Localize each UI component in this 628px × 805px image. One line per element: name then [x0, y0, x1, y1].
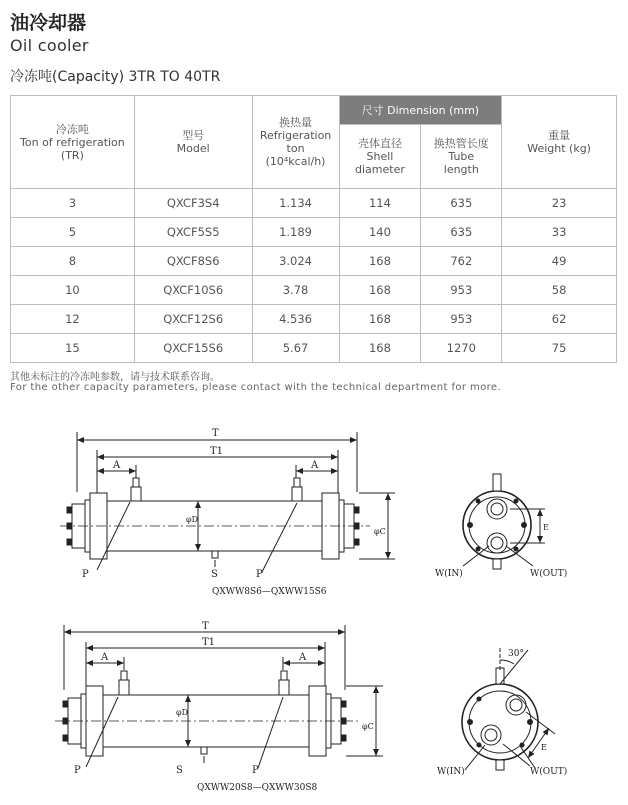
header-weight-cn: 重量: [548, 129, 571, 142]
header-shell: [339, 125, 421, 189]
cell-ton: 8: [11, 247, 135, 276]
label-wout-top: W(OUT): [530, 569, 568, 579]
header-weight: [502, 96, 617, 189]
label-a-bottom-left: A: [101, 652, 109, 663]
header-shell-en1: Shell: [366, 150, 394, 163]
table-row: [11, 218, 617, 247]
table-row: [11, 276, 617, 305]
label-a-top-right: A: [311, 460, 319, 471]
page-title-en: Oil cooler: [10, 36, 89, 55]
table-row: [11, 247, 617, 276]
cell-ton: 12: [11, 305, 135, 334]
cell-weight: 58: [502, 276, 617, 305]
cell-ton: 10: [11, 276, 135, 305]
cell-tube: 762: [421, 247, 502, 276]
header-model-cn: 型号: [182, 129, 205, 142]
header-heat-unit: (10⁴kcal/h): [265, 155, 326, 168]
label-e-top: E: [543, 523, 549, 532]
cell-model: QXCF10S6: [134, 276, 252, 305]
label-phid-bottom: φD: [176, 708, 189, 717]
label-phid-top: φD: [186, 515, 199, 524]
header-ton-en: Ton of refrigeration: [20, 135, 125, 149]
cell-heat: 4.536: [252, 305, 339, 334]
table-row: [11, 189, 617, 218]
table-row: [11, 334, 617, 363]
caption-bottom-drawing: QXWW20S8—QXWW30S8: [197, 783, 318, 793]
header-ton-cn: 冷冻吨: [55, 122, 89, 136]
header-tube-en2: length: [443, 163, 479, 176]
header-heat: [252, 96, 339, 189]
label-s-top: S: [211, 569, 218, 580]
cell-ton: 3: [11, 189, 135, 218]
label-angle: 30°: [508, 649, 524, 659]
header-shell-cn: 壳体直径: [357, 137, 402, 150]
label-t-bottom: T: [202, 621, 209, 632]
label-p-top-left: P: [82, 569, 89, 580]
cell-heat: 3.78: [252, 276, 339, 305]
cell-weight: 75: [502, 334, 617, 363]
header-shell-en2: diameter: [355, 163, 405, 176]
technical-drawings: [0, 410, 628, 805]
label-a-top-left: A: [113, 460, 121, 471]
header-weight-en: Weight (kg): [527, 142, 591, 155]
header-ton: [11, 96, 135, 189]
cell-shell: 114: [339, 189, 421, 218]
label-a-bottom-right: A: [299, 652, 307, 663]
header-model: [134, 96, 252, 189]
label-wout-bottom: W(OUT): [530, 767, 568, 777]
label-p-bottom-left: P: [74, 765, 81, 776]
end-view-top: [463, 474, 545, 569]
cell-heat: 1.134: [252, 189, 339, 218]
label-phic-bottom: φC: [362, 722, 374, 731]
label-p-top-right: P: [256, 569, 263, 580]
cell-tube: 953: [421, 305, 502, 334]
cell-weight: 49: [502, 247, 617, 276]
label-s-bottom: S: [176, 765, 183, 776]
cell-tube: 1270: [421, 334, 502, 363]
cell-model: QXCF15S6: [134, 334, 252, 363]
note-en: For the other capacity parameters, please contact with the technical department for more.: [10, 382, 502, 393]
cell-shell: 168: [339, 305, 421, 334]
header-heat-en: Refrigeration ton: [259, 129, 332, 155]
cell-model: QXCF5S5: [134, 218, 252, 247]
cell-shell: 168: [339, 276, 421, 305]
cell-model: QXCF8S6: [134, 247, 252, 276]
cell-heat: 1.189: [252, 218, 339, 247]
cell-weight: 62: [502, 305, 617, 334]
cell-model: QXCF12S6: [134, 305, 252, 334]
header-tube: [421, 125, 502, 189]
label-e-bottom: E: [541, 743, 547, 752]
header-dimension: 尺寸 Dimension (mm): [339, 96, 502, 125]
cell-heat: 3.024: [252, 247, 339, 276]
spec-table: [10, 95, 617, 363]
oil-cooler-drawing-bottom: [55, 625, 383, 768]
cell-tube: 953: [421, 276, 502, 305]
note-cn: 其他未标注的冷冻吨参数，请与技术联系咨询。: [10, 372, 220, 383]
cell-tube: 635: [421, 218, 502, 247]
cell-shell: 140: [339, 218, 421, 247]
label-t-top: T: [212, 428, 219, 439]
label-win-top: W(IN): [435, 569, 463, 579]
label-phic-top: φC: [374, 527, 386, 536]
header-heat-cn: 换热量: [279, 116, 313, 129]
cell-heat: 5.67: [252, 334, 339, 363]
caption-top-drawing: QXWW8S6—QXWW15S6: [212, 587, 327, 597]
cell-weight: 33: [502, 218, 617, 247]
cell-model: QXCF3S4: [134, 189, 252, 218]
header-tube-cn: 换热管长度: [433, 137, 489, 150]
cell-tube: 635: [421, 189, 502, 218]
label-t1-top: T1: [210, 446, 224, 457]
cell-ton: 5: [11, 218, 135, 247]
header-ton-unit: (TR): [60, 148, 84, 162]
page-title-cn: 油冷却器: [10, 12, 87, 34]
header-tube-en1: Tube: [448, 150, 475, 163]
label-win-bottom: W(IN): [437, 767, 465, 777]
cell-shell: 168: [339, 334, 421, 363]
cell-ton: 15: [11, 334, 135, 363]
cell-weight: 23: [502, 189, 617, 218]
cell-shell: 168: [339, 247, 421, 276]
label-t1-bottom: T1: [202, 637, 216, 648]
capacity-subtitle: 冷冻吨(Capacity) 3TR TO 40TR: [10, 69, 221, 85]
oil-cooler-drawing-top: [60, 432, 395, 572]
table-row: [11, 305, 617, 334]
header-model-en: Model: [176, 142, 210, 155]
label-p-bottom-right: P: [252, 765, 259, 776]
